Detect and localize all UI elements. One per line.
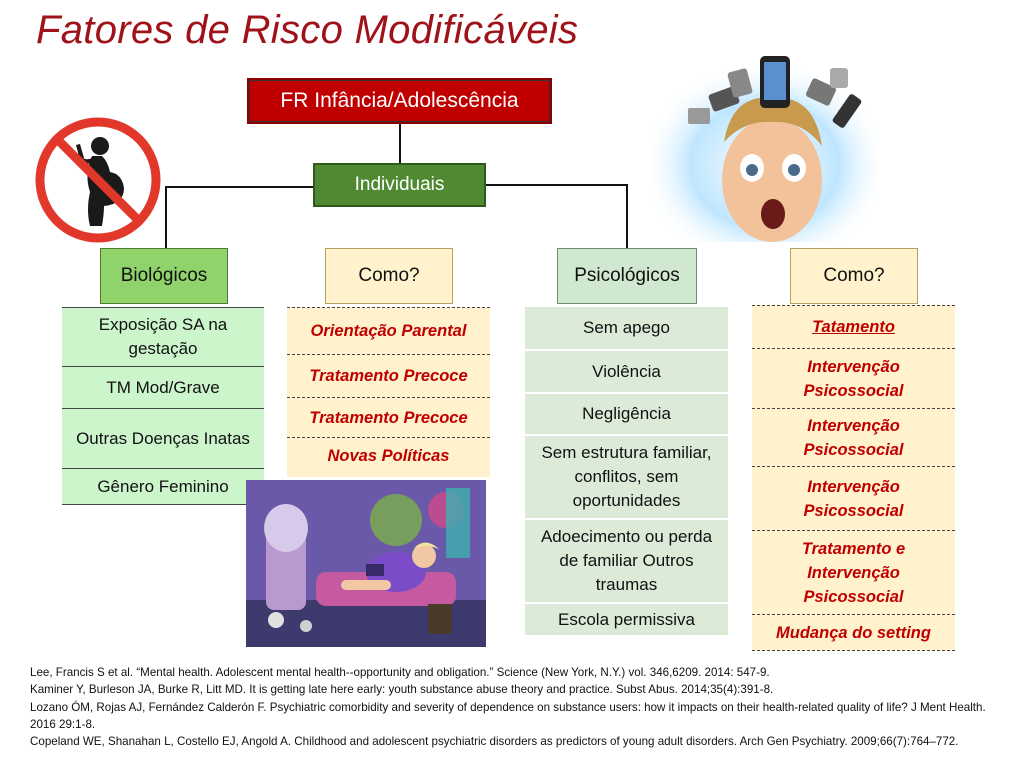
list-item: Gênero Feminino [62,468,264,505]
psicologicos-list [525,307,728,635]
reference-item: Copeland WE, Shanahan L, Costello EJ, Angold A. Childhood and adolescent psychiatric disorders as predictors of young adult disorders. Arch Gen Psychiatry. 2009;66(7):764–772. [30,735,959,749]
connector-right-h [486,184,627,186]
root-node: FR Infância/Adolescência [247,78,552,124]
list-item: TM Mod/Grave [62,366,264,408]
biologicos-list [62,307,264,505]
como-bio-header: Como? [325,248,453,304]
connector-root-indiv [399,124,401,163]
list-item: Exposição SA na gestação [62,307,264,366]
list-item: Intervenção Psicossocial [752,348,955,408]
individuais-node: Individuais [313,163,486,207]
list-item: Escola permissiva [525,602,728,635]
como-bio-list [287,307,490,477]
no-drinking-pregnancy-icon [32,114,164,246]
list-item: Orientação Parental [287,307,490,354]
como-psi-header: Como? [790,248,918,304]
list-item: Tratamento e Intervenção Psicossocial [752,530,955,614]
reference-item: Kaminer Y, Burleson JA, Burke R, Litt MD. It is getting late here early: youth substance abuse theory and practice. Subst Abus. 2014;35(4):391-8. [30,683,774,697]
reference-item: Lee, Francis S et al. “Mental health. Adolescent mental health--opportunity and obligation.” Science (New York, N.Y.) vol. 346,6209. 2014: 547-9. [30,666,770,679]
list-item: Violência [525,349,728,392]
list-item: Outras Doenças Inatas [62,408,264,468]
list-item: Intervenção Psicossocial [752,466,955,530]
list-item: Negligência [525,392,728,434]
references [30,664,1005,750]
woman-on-sofa-illustration [246,480,486,647]
como-psi-list [752,305,955,651]
list-item: Tatamento [752,305,955,348]
overwhelmed-person-devices-image [652,50,878,242]
connector-right-v [626,184,628,248]
list-item: Mudança do setting [752,614,955,651]
reference-item: Lozano ÓM, Rojas AJ, Fernández Calderón F. Psychiatric comorbidity and severity of dependence on substance users: how it impacts on their health-related quality of life? J Ment Health. 2016 29:1-8. [30,700,986,731]
connector-left-v [165,186,167,248]
list-item: Adoecimento ou perda de familiar Outros traumas [525,518,728,602]
list-item: Novas Políticas [287,437,490,477]
connector-left-h [165,186,313,188]
list-item: Intervenção Psicossocial [752,408,955,466]
psicologicos-header: Psicológicos [557,248,697,304]
biologicos-header: Biológicos [100,248,228,304]
list-item: Tratamento Precoce [287,397,490,437]
list-item: Sem apego [525,307,728,349]
list-item: Sem estrutura familiar, conflitos, sem oportunidades [525,434,728,518]
slide-title: Fatores de Risco Modificáveis [36,8,579,52]
list-item: Tratamento Precoce [287,354,490,397]
